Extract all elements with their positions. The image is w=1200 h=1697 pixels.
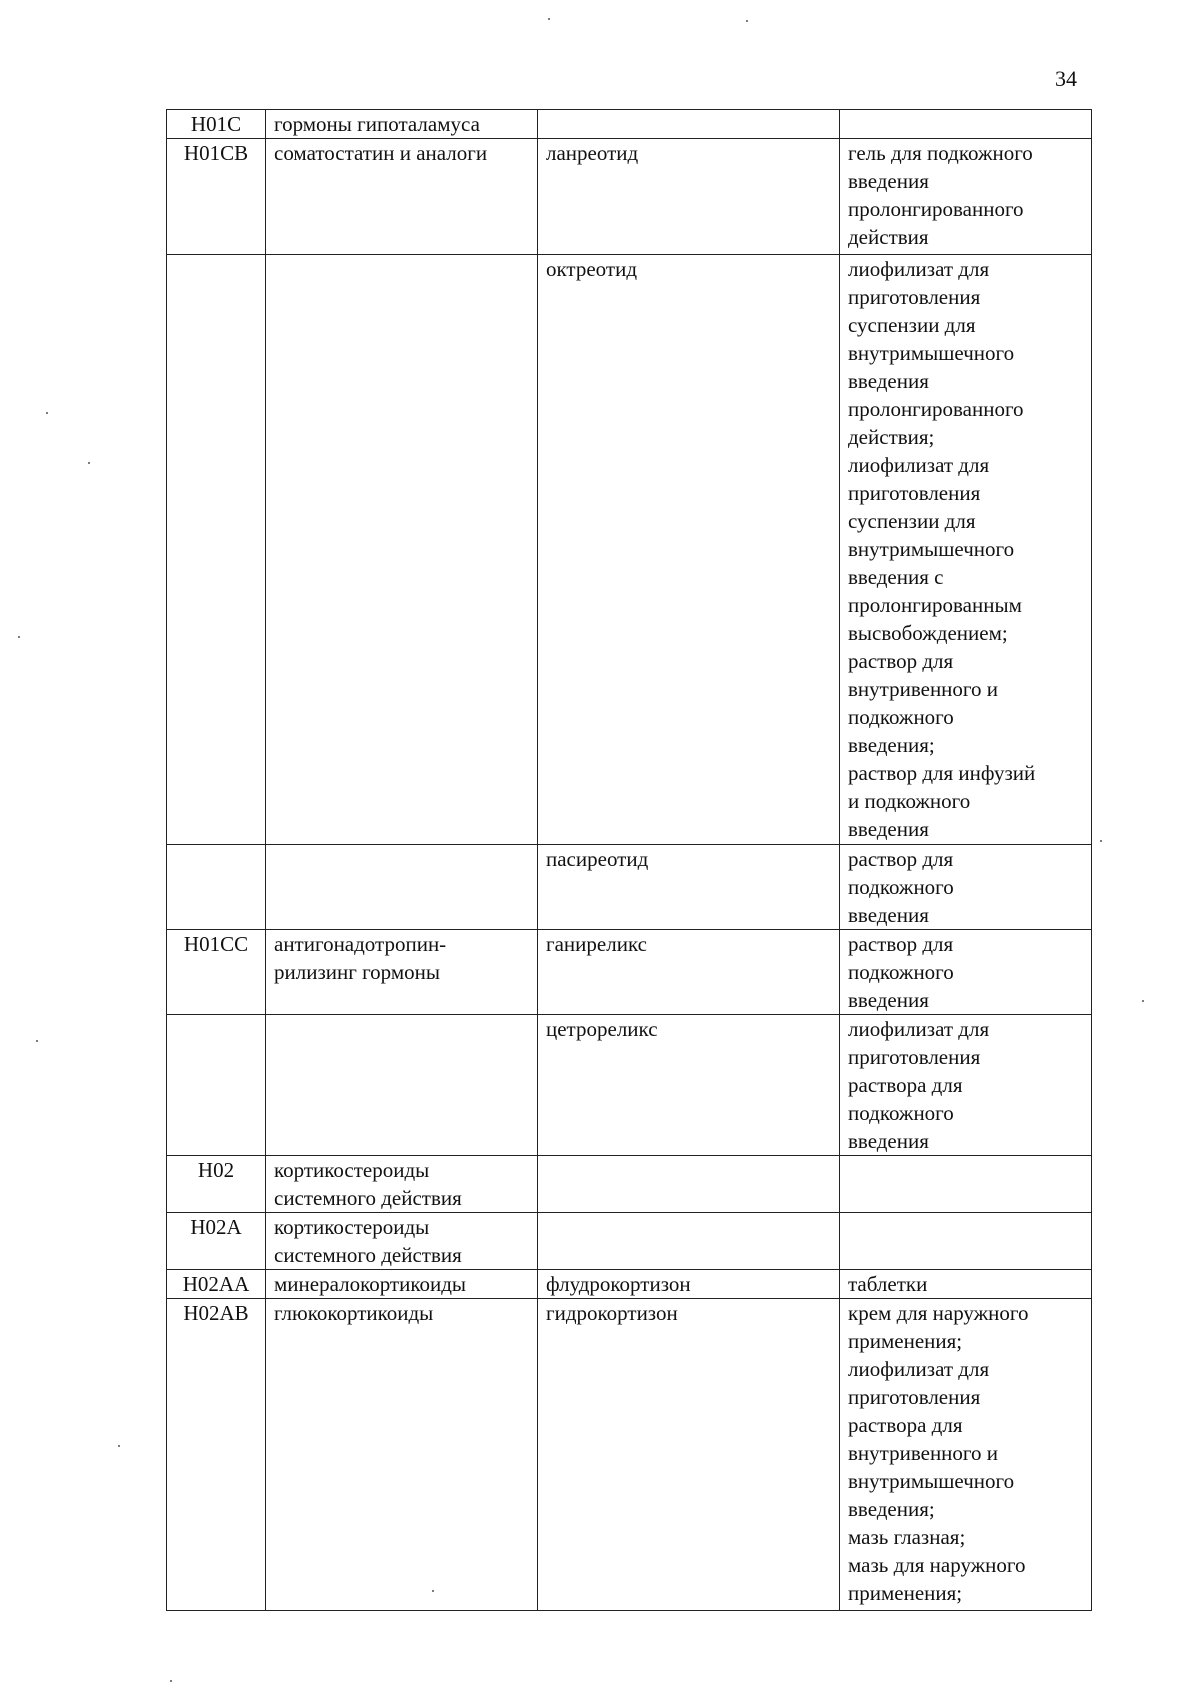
scan-speck	[1100, 840, 1102, 842]
group-name-cell	[266, 139, 538, 255]
dosage-form-line: подкожного	[848, 875, 954, 899]
dosage-form-line: приготовления	[848, 481, 981, 505]
drug-name-line: ганиреликс	[546, 932, 647, 956]
atc-code-cell: H02	[167, 1156, 266, 1213]
scan-speck	[548, 18, 550, 20]
drug-name-line: пасиреотид	[546, 847, 649, 871]
drug-name-line: флудрокортизон	[546, 1272, 691, 1296]
table-row	[167, 845, 1092, 930]
table-row	[167, 1015, 1092, 1156]
scan-speck	[170, 1680, 172, 1682]
dosage-form-line: введения;	[848, 733, 935, 757]
dosage-form-line: раствор для	[848, 932, 954, 956]
atc-code-cell: H01CB	[167, 139, 266, 255]
scan-speck	[746, 20, 748, 22]
drug-name-line: ланреотид	[546, 141, 639, 165]
dosage-form-line: введения	[848, 1129, 929, 1153]
group-name-line: кортикостероиды	[274, 1215, 430, 1239]
drug-name-cell	[538, 845, 840, 930]
drug-name-cell	[538, 1156, 840, 1213]
dosage-form-line: лиофилизат для	[848, 257, 990, 281]
dosage-form-line: лиофилизат для	[848, 453, 990, 477]
atc-code-cell: H02AB	[167, 1299, 266, 1611]
group-name-cell	[266, 255, 538, 845]
dosage-form-line: подкожного	[848, 705, 954, 729]
group-name-line: антигонадотропин-	[274, 932, 447, 956]
dosage-form-line: таблетки	[848, 1272, 928, 1296]
dosage-form-line: действия;	[848, 425, 935, 449]
atc-code-cell	[167, 255, 266, 845]
dosage-form-line: внутривенного и	[848, 1441, 998, 1465]
drug-name-line: цетрореликс	[546, 1017, 658, 1041]
dosage-form-line: внутримышечного	[848, 537, 1015, 561]
dosage-form-line: гель для подкожного	[848, 141, 1033, 165]
dosage-form-cell	[840, 110, 1092, 139]
dosage-form-line: лиофилизат для	[848, 1017, 990, 1041]
drug-name-cell	[538, 139, 840, 255]
drug-name-cell	[538, 110, 840, 139]
dosage-form-line: и подкожного	[848, 789, 971, 813]
dosage-form-line: раствор для	[848, 649, 954, 673]
scan-speck	[36, 1040, 38, 1042]
group-name-cell	[266, 930, 538, 1015]
table-row	[167, 1213, 1092, 1270]
dosage-form-line: пролонгированного	[848, 397, 1024, 421]
table-row	[167, 930, 1092, 1015]
scan-speck	[18, 636, 20, 638]
drug-classification-table	[166, 109, 1092, 1611]
dosage-form-cell	[840, 1270, 1092, 1299]
scan-speck	[88, 462, 90, 464]
dosage-form-cell	[840, 255, 1092, 845]
dosage-form-line: применения;	[848, 1329, 963, 1353]
table-row	[167, 110, 1092, 139]
table-row	[167, 1299, 1092, 1611]
dosage-form-line: суспензии для	[848, 509, 976, 533]
dosage-form-line: введения с	[848, 565, 944, 589]
dosage-form-line: раствора для	[848, 1413, 963, 1437]
dosage-form-line: введения	[848, 369, 929, 393]
table-row	[167, 255, 1092, 845]
atc-code-cell: H01C	[167, 110, 266, 139]
drug-name-cell	[538, 1270, 840, 1299]
atc-code-cell: H02AA	[167, 1270, 266, 1299]
dosage-form-line: приготовления	[848, 1045, 981, 1069]
drug-name-cell	[538, 1299, 840, 1611]
dosage-form-line: применения;	[848, 1581, 963, 1605]
atc-code-cell: H01CC	[167, 930, 266, 1015]
dosage-form-line: введения;	[848, 1497, 935, 1521]
group-name-line: системного действия	[274, 1186, 462, 1210]
dosage-form-line: приготовления	[848, 1385, 981, 1409]
dosage-form-line: лиофилизат для	[848, 1357, 990, 1381]
scan-speck	[46, 412, 48, 414]
scan-speck	[118, 1445, 120, 1447]
group-name-line: глюкокортикоиды	[274, 1301, 434, 1325]
group-name-line: рилизинг гормоны	[274, 960, 441, 984]
dosage-form-cell	[840, 1213, 1092, 1270]
group-name-cell	[266, 1213, 538, 1270]
scan-speck	[1142, 1000, 1144, 1002]
group-name-line: минералокортикоиды	[274, 1272, 467, 1296]
dosage-form-line: действия	[848, 225, 929, 249]
dosage-form-cell	[840, 930, 1092, 1015]
drug-name-cell	[538, 1015, 840, 1156]
group-name-cell	[266, 845, 538, 930]
dosage-form-line: раствор для инфузий	[848, 761, 1036, 785]
group-name-cell	[266, 1156, 538, 1213]
dosage-form-line: внутримышечного	[848, 1469, 1015, 1493]
dosage-form-line: крем для наружного	[848, 1301, 1029, 1325]
drug-name-line: октреотид	[546, 257, 638, 281]
page-number: 34	[1055, 66, 1077, 91]
group-name-cell	[266, 1299, 538, 1611]
group-name-cell	[266, 1015, 538, 1156]
dosage-form-line: пролонгированным	[848, 593, 1022, 617]
dosage-form-line: подкожного	[848, 1101, 954, 1125]
table-row	[167, 1270, 1092, 1299]
dosage-form-cell	[840, 845, 1092, 930]
dosage-form-line: приготовления	[848, 285, 981, 309]
atc-code-cell	[167, 845, 266, 930]
dosage-form-line: раствор для	[848, 847, 954, 871]
group-name-line: гормоны гипоталамуса	[274, 112, 480, 136]
table-row	[167, 1156, 1092, 1213]
table-body	[167, 110, 1092, 1611]
dosage-form-line: высвобождением;	[848, 621, 1008, 645]
drug-name-cell	[538, 930, 840, 1015]
drug-name-cell	[538, 1213, 840, 1270]
dosage-form-line: подкожного	[848, 960, 954, 984]
group-name-line: кортикостероиды	[274, 1158, 430, 1182]
drug-name-cell	[538, 255, 840, 845]
drug-name-line: гидрокортизон	[546, 1301, 678, 1325]
group-name-line: системного действия	[274, 1243, 462, 1267]
atc-code-cell: H02A	[167, 1213, 266, 1270]
group-name-cell	[266, 110, 538, 139]
dosage-form-line: внутримышечного	[848, 341, 1015, 365]
dosage-form-line: введения	[848, 903, 929, 927]
atc-code-cell	[167, 1015, 266, 1156]
scan-speck	[432, 1590, 434, 1592]
dosage-form-line: раствора для	[848, 1073, 963, 1097]
dosage-form-cell	[840, 1156, 1092, 1213]
dosage-form-cell	[840, 1299, 1092, 1611]
dosage-form-cell	[840, 1015, 1092, 1156]
group-name-line: соматостатин и аналоги	[274, 141, 488, 165]
table-row	[167, 139, 1092, 255]
dosage-form-line: мазь глазная;	[848, 1525, 966, 1549]
dosage-form-line: введения	[848, 817, 929, 841]
dosage-form-line: мазь для наружного	[848, 1553, 1026, 1577]
dosage-form-line: внутривенного и	[848, 677, 998, 701]
group-name-cell	[266, 1270, 538, 1299]
dosage-form-line: суспензии для	[848, 313, 976, 337]
dosage-form-line: введения	[848, 988, 929, 1012]
dosage-form-line: пролонгированного	[848, 197, 1024, 221]
dosage-form-line: введения	[848, 169, 929, 193]
dosage-form-cell	[840, 139, 1092, 255]
